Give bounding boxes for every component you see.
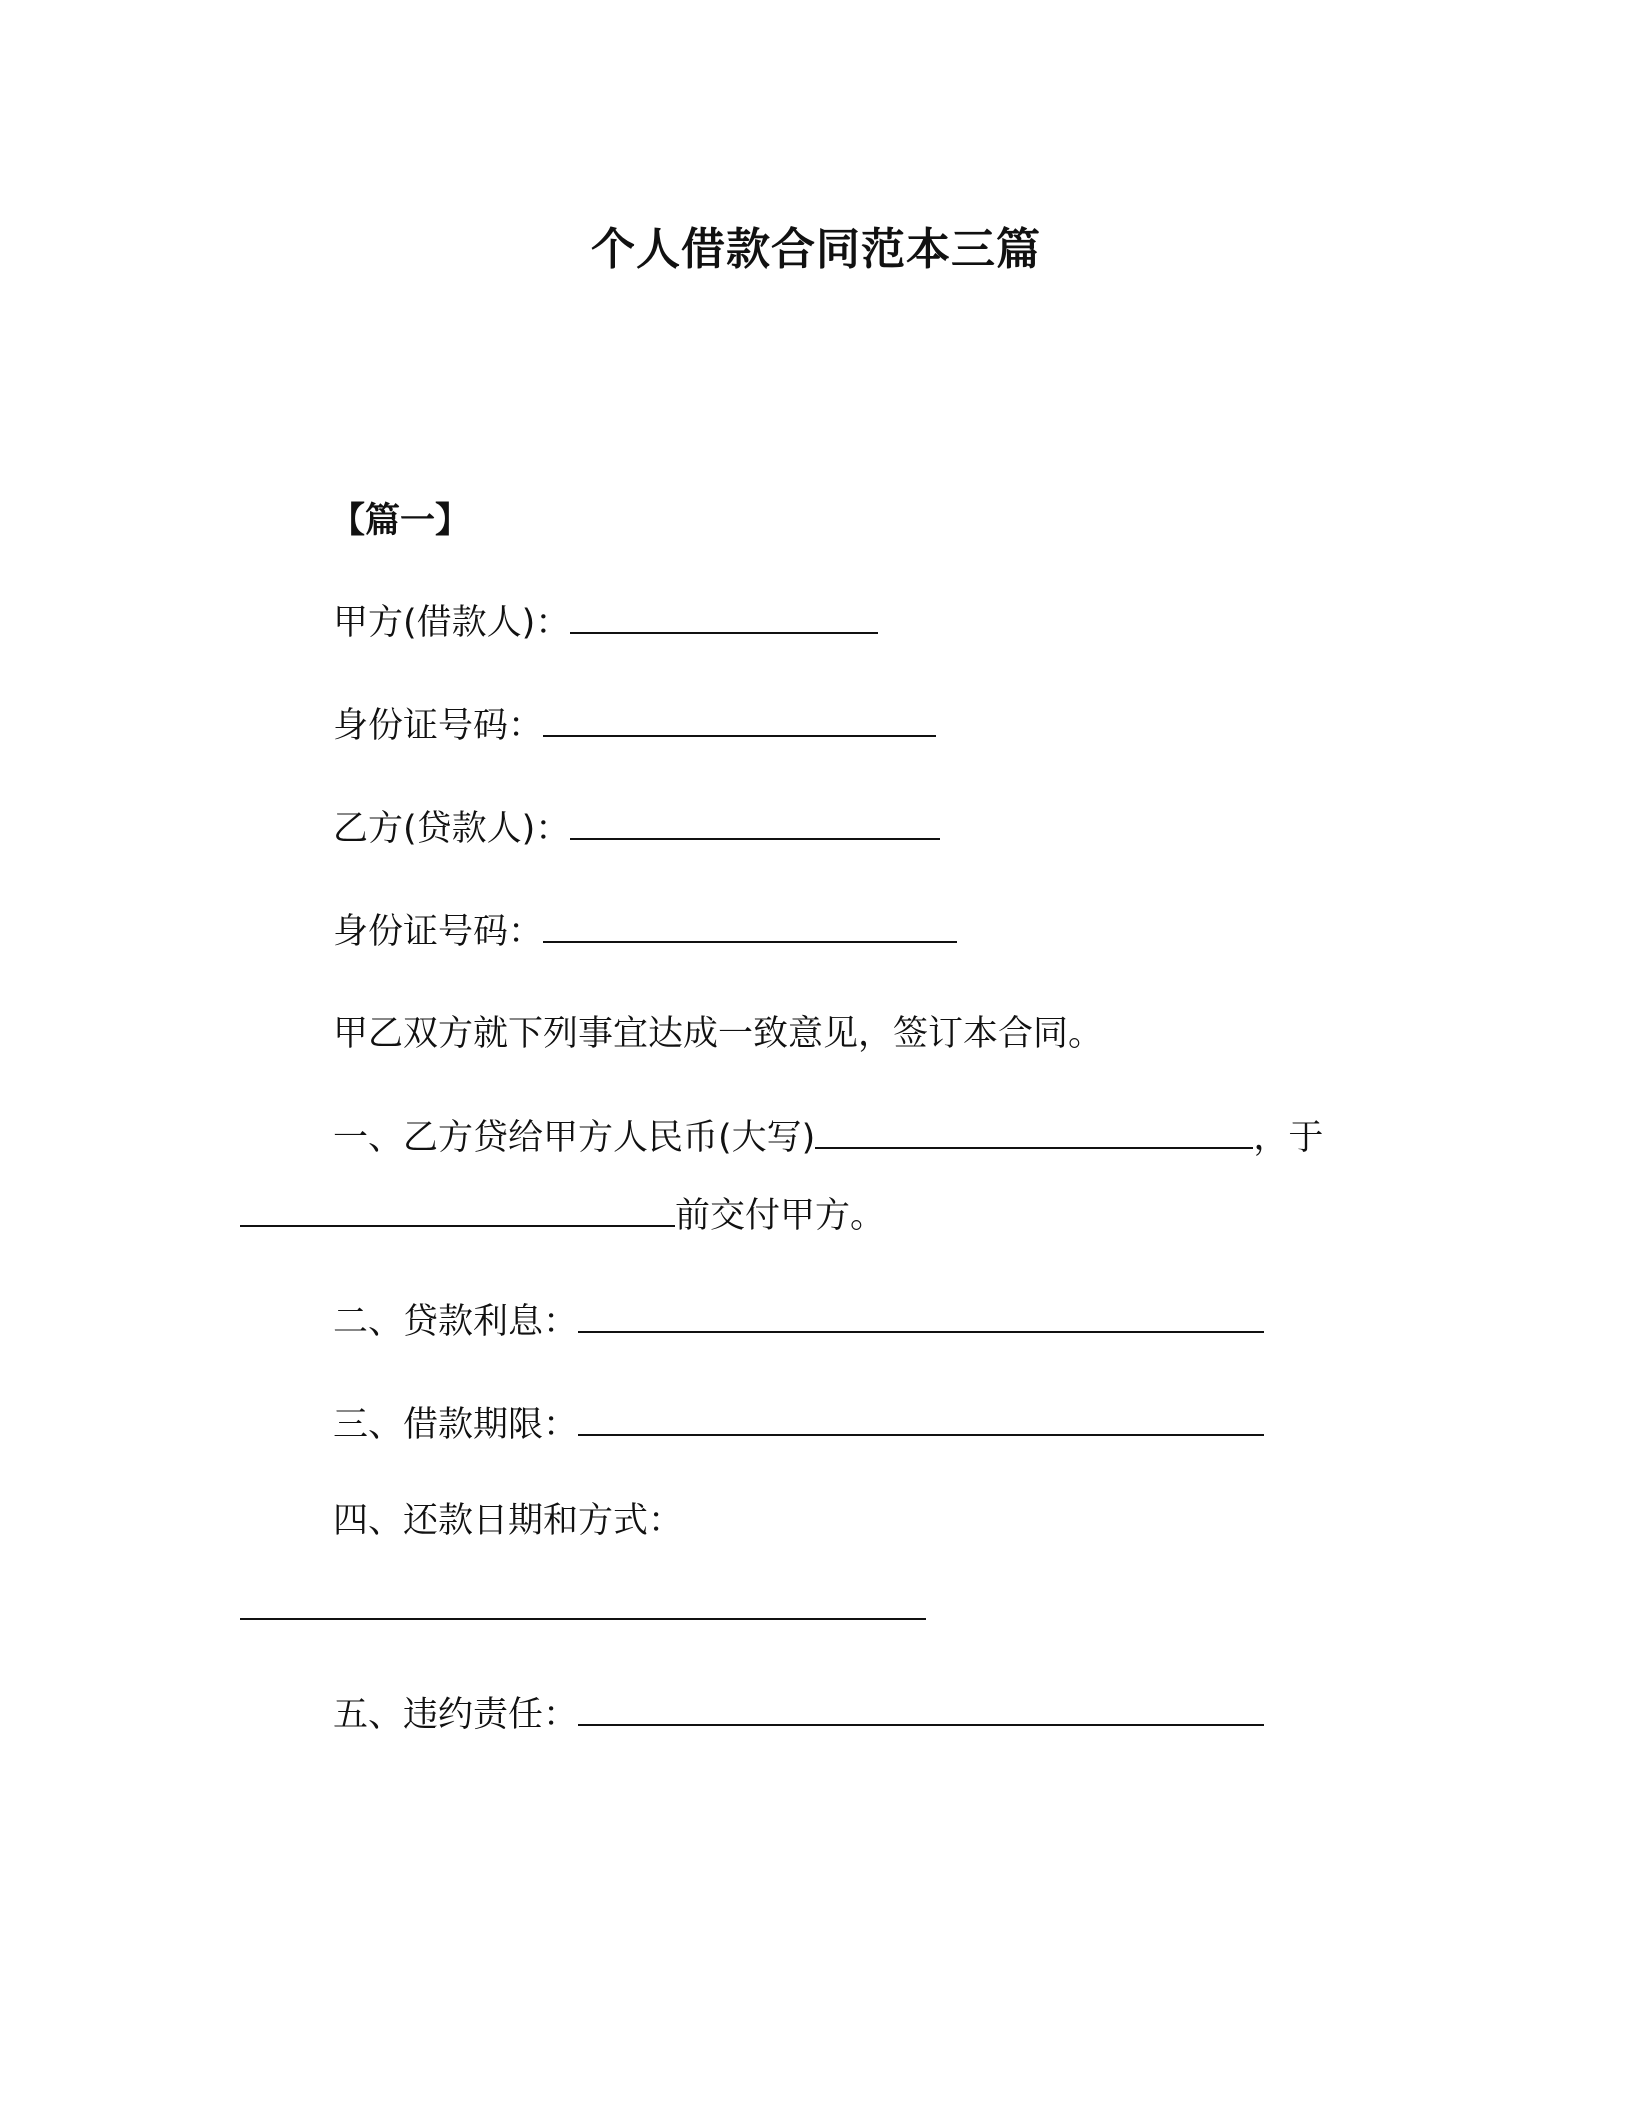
clause-1-line (333, 1113, 1323, 1162)
clause-1-prefix: 一、乙方贷给甲方人民币(大写) (333, 1118, 816, 1158)
party-a-blank (570, 598, 878, 634)
party-b-id-label: 身份证号码： (333, 912, 544, 952)
party-b-id-blank (543, 907, 957, 943)
party-a-line (333, 598, 878, 647)
party-a-id-blank (543, 701, 936, 737)
clause-5-blank (578, 1690, 1264, 1726)
clause-3-line (333, 1400, 1264, 1449)
clause-1-amount-blank (815, 1113, 1253, 1149)
clause-2-blank (578, 1297, 1264, 1333)
party-b-id-line (333, 907, 957, 956)
party-a-id-line (333, 701, 936, 750)
clause-4-blank (240, 1584, 926, 1620)
party-a-label: 甲方(借款人)： (333, 603, 571, 643)
clause-4-line: 四、还款日期和方式： (333, 1501, 684, 1541)
clause-2-label: 二、贷款利息： (333, 1302, 579, 1342)
clause-4-continuation (240, 1584, 926, 1633)
party-a-id-label: 身份证号码： (333, 706, 544, 746)
party-b-label: 乙方(贷款人)： (333, 809, 571, 849)
clause-5-label: 五、违约责任： (333, 1695, 579, 1735)
section-heading: 【篇一】 (330, 501, 471, 541)
clause-1-continuation (240, 1191, 885, 1240)
clause-5-line (333, 1690, 1264, 1739)
clause-1-cont-suffix: 前交付甲方。 (675, 1196, 886, 1236)
agreement-line: 甲乙双方就下列事宜达成一致意见，签订本合同。 (333, 1014, 1104, 1054)
clause-3-label: 三、借款期限： (333, 1405, 579, 1445)
document-title: 个人借款合同范本三篇 (591, 224, 1041, 275)
party-b-blank (570, 804, 940, 840)
clause-1-date-blank (240, 1191, 675, 1227)
clause-3-blank (578, 1400, 1264, 1436)
clause-2-line (333, 1297, 1264, 1346)
party-b-line (333, 804, 940, 853)
clause-1-suffix: ，于 (1253, 1118, 1324, 1158)
